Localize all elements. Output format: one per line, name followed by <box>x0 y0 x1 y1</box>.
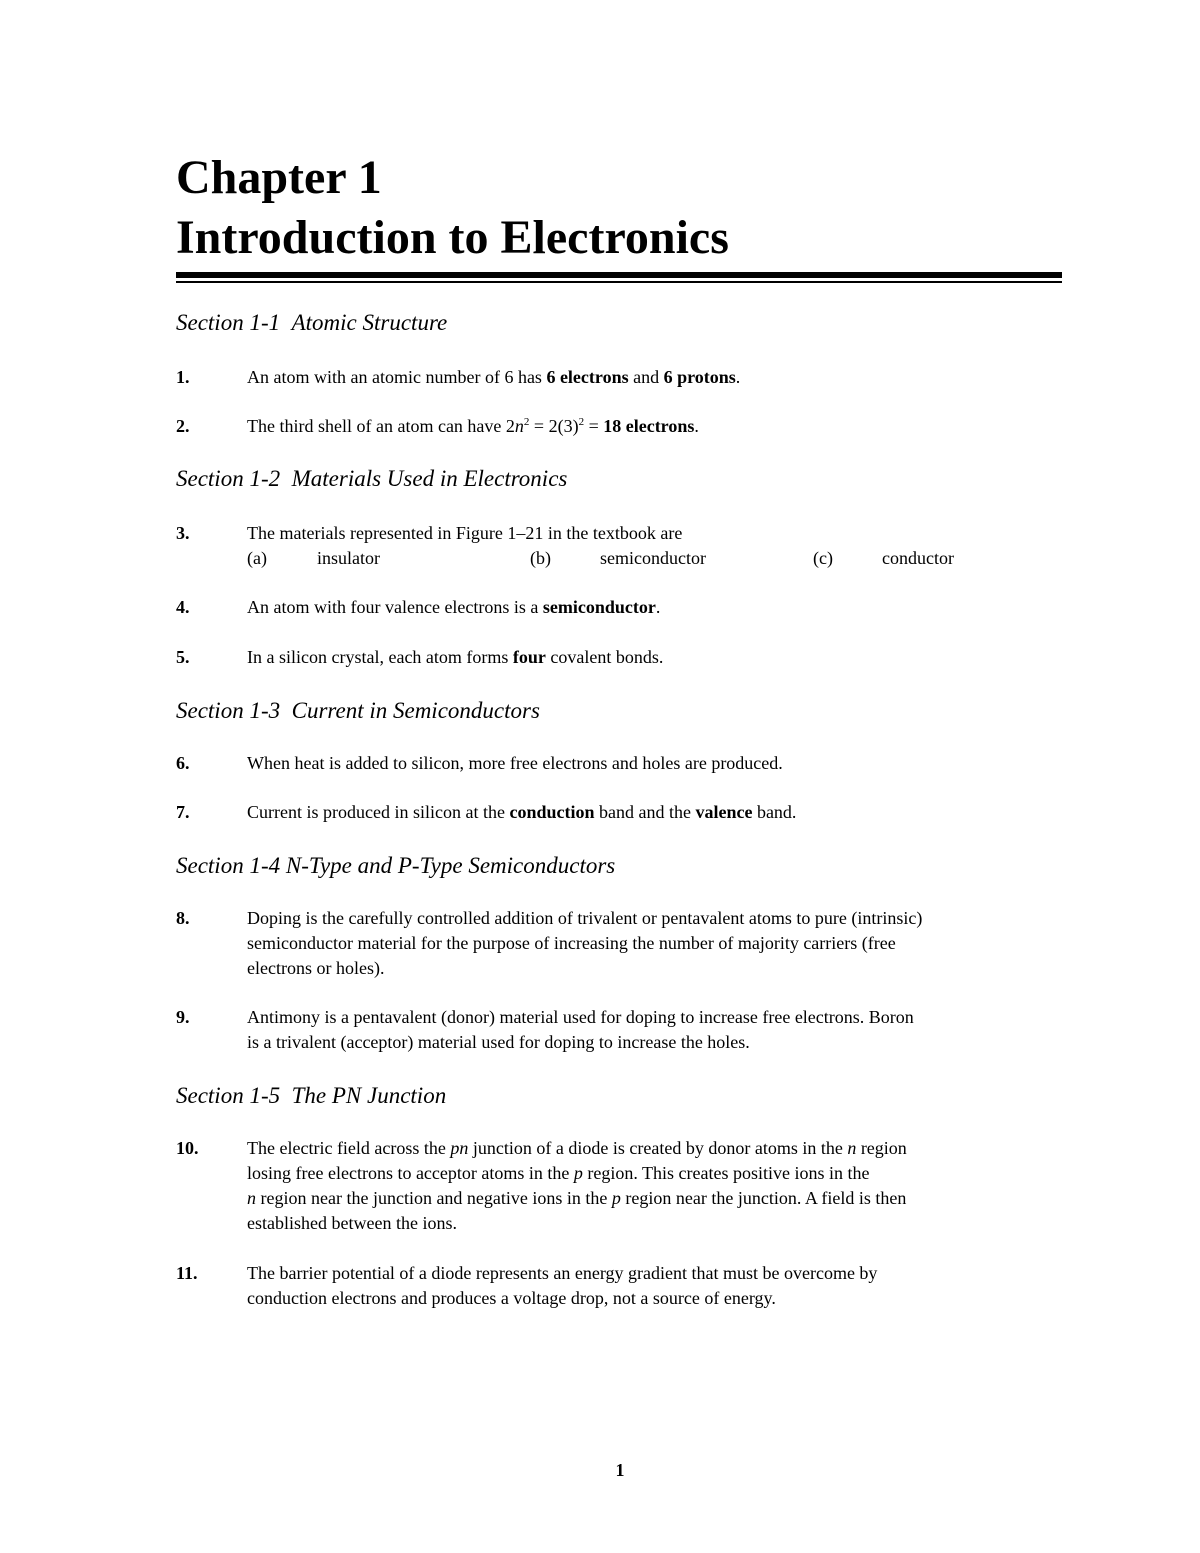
text-run: Current is produced in silicon at the <box>247 802 510 822</box>
question-line: The barrier potential of a diode represents an energy gradient that must be overcome by <box>247 1263 878 1283</box>
italic-term: p <box>611 1188 621 1208</box>
question-line: conduction electrons and produces a voltage drop, not a source of energy. <box>247 1288 776 1308</box>
question-number: 7. <box>176 802 190 822</box>
question-text <box>247 1005 1062 1055</box>
text-run: region near the junction and negative ions in the <box>256 1188 612 1208</box>
question-text <box>247 595 1062 620</box>
text-run: An atom with four valence electrons is a <box>247 597 543 617</box>
section-number: Section 1-4 <box>176 853 281 878</box>
question-text <box>247 521 1062 571</box>
section-heading <box>176 1082 1062 1110</box>
question-text <box>247 906 1062 981</box>
italic-term: n <box>247 1188 256 1208</box>
option-value: conductor <box>882 548 954 568</box>
question-number: 9. <box>176 1007 190 1027</box>
question-line: Doping is the carefully controlled addition of trivalent or pentavalent atoms to pure (intrinsic) <box>247 908 923 928</box>
question-number: 4. <box>176 597 190 617</box>
text-run: The third shell of an atom can have 2 <box>247 416 515 436</box>
text-run: In a silicon crystal, each atom forms <box>247 647 513 667</box>
question-number: 3. <box>176 523 190 543</box>
text-run: = 2(3) <box>529 416 579 436</box>
text-run: covalent bonds. <box>545 647 664 667</box>
chapter-heading <box>176 148 1066 268</box>
question-number: 2. <box>176 416 190 436</box>
text-run: band. <box>752 802 797 822</box>
answer-emphasis: four <box>512 647 546 667</box>
text-run: band and the <box>594 802 696 822</box>
question-text <box>247 751 1062 776</box>
section-heading <box>176 309 1062 337</box>
question-number: 5. <box>176 647 190 667</box>
heading-rule-thin <box>176 281 1062 283</box>
text-run: . <box>655 597 661 617</box>
question-text <box>247 645 1062 670</box>
question-number: 1. <box>176 367 190 387</box>
text-run: and <box>628 367 664 387</box>
section-number: Section 1-2 <box>176 466 281 491</box>
question-line: When heat is added to silicon, more free electrons and holes are produced. <box>247 753 783 773</box>
heading-rule-thick <box>176 272 1062 278</box>
answer-emphasis: valence <box>695 802 753 822</box>
text-run: region <box>856 1138 907 1158</box>
option-value: insulator <box>317 548 380 568</box>
section-title: N-Type and P-Type Semiconductors <box>285 853 616 878</box>
math-variable: n <box>514 416 524 436</box>
text-run: The electric field across the <box>247 1138 451 1158</box>
section-number: Section 1-1 <box>176 310 281 335</box>
question-line: The materials represented in Figure 1–21 in the textbook are <box>247 523 683 543</box>
section-number: Section 1-3 <box>176 698 281 723</box>
page-number: 1 <box>615 1460 625 1480</box>
answer-emphasis: semiconductor <box>542 597 656 617</box>
question-number: 6. <box>176 753 190 773</box>
superscript: 2 <box>578 416 585 428</box>
answer-emphasis: 18 electrons <box>603 416 695 436</box>
question-text <box>247 800 1062 825</box>
section-title: Materials Used in Electronics <box>291 466 568 491</box>
question-line: established between the ions. <box>247 1213 457 1233</box>
text-run: . <box>694 416 699 436</box>
question-text <box>247 414 1062 439</box>
text-run: region near the junction. A field is then <box>620 1188 907 1208</box>
question-number: 11. <box>176 1263 198 1283</box>
text-run: = <box>584 416 604 436</box>
question-line: electrons or holes). <box>247 958 385 978</box>
text-run: junction of a diode is created by donor atoms in the <box>468 1138 848 1158</box>
question-text <box>247 1136 1062 1236</box>
question-line: is a trivalent (acceptor) material used for doping to increase the holes. <box>247 1032 750 1052</box>
question-text <box>247 1261 1062 1311</box>
text-run: An atom with an atomic number of 6 has <box>247 367 547 387</box>
option-label: (b) <box>530 548 551 568</box>
chapter-number: Chapter 1 <box>176 151 382 204</box>
question-number: 10. <box>176 1138 199 1158</box>
option-value: semiconductor <box>600 548 706 568</box>
italic-term: p <box>573 1163 583 1183</box>
section-heading <box>176 465 1062 493</box>
italic-term: pn <box>450 1138 469 1158</box>
option-label: (c) <box>813 548 833 568</box>
question-number: 8. <box>176 908 190 928</box>
section-number: Section 1-5 <box>176 1083 281 1108</box>
answer-options <box>247 546 1062 571</box>
section-heading <box>176 852 1062 880</box>
option-label: (a) <box>247 548 267 568</box>
section-title: Current in Semiconductors <box>291 698 540 723</box>
question-text <box>247 365 1062 390</box>
section-title: The PN Junction <box>291 1083 447 1108</box>
question-line: Antimony is a pentavalent (donor) material used for doping to increase free electrons. Boron <box>247 1007 914 1027</box>
chapter-title: Introduction to Electronics <box>176 211 729 264</box>
section-title: Atomic Structure <box>291 310 448 335</box>
text-run: region. This creates positive ions in the <box>582 1163 870 1183</box>
superscript: 2 <box>523 416 530 428</box>
answer-emphasis: conduction <box>509 802 595 822</box>
italic-term: n <box>847 1138 857 1158</box>
answer-emphasis: 6 electrons <box>546 367 629 387</box>
answer-emphasis: 6 protons <box>663 367 736 387</box>
text-run: . <box>735 367 741 387</box>
section-heading <box>176 697 1062 725</box>
text-run: losing free electrons to acceptor atoms in the <box>247 1163 574 1183</box>
question-line: semiconductor material for the purpose of increasing the number of majority carriers (free <box>247 933 896 953</box>
